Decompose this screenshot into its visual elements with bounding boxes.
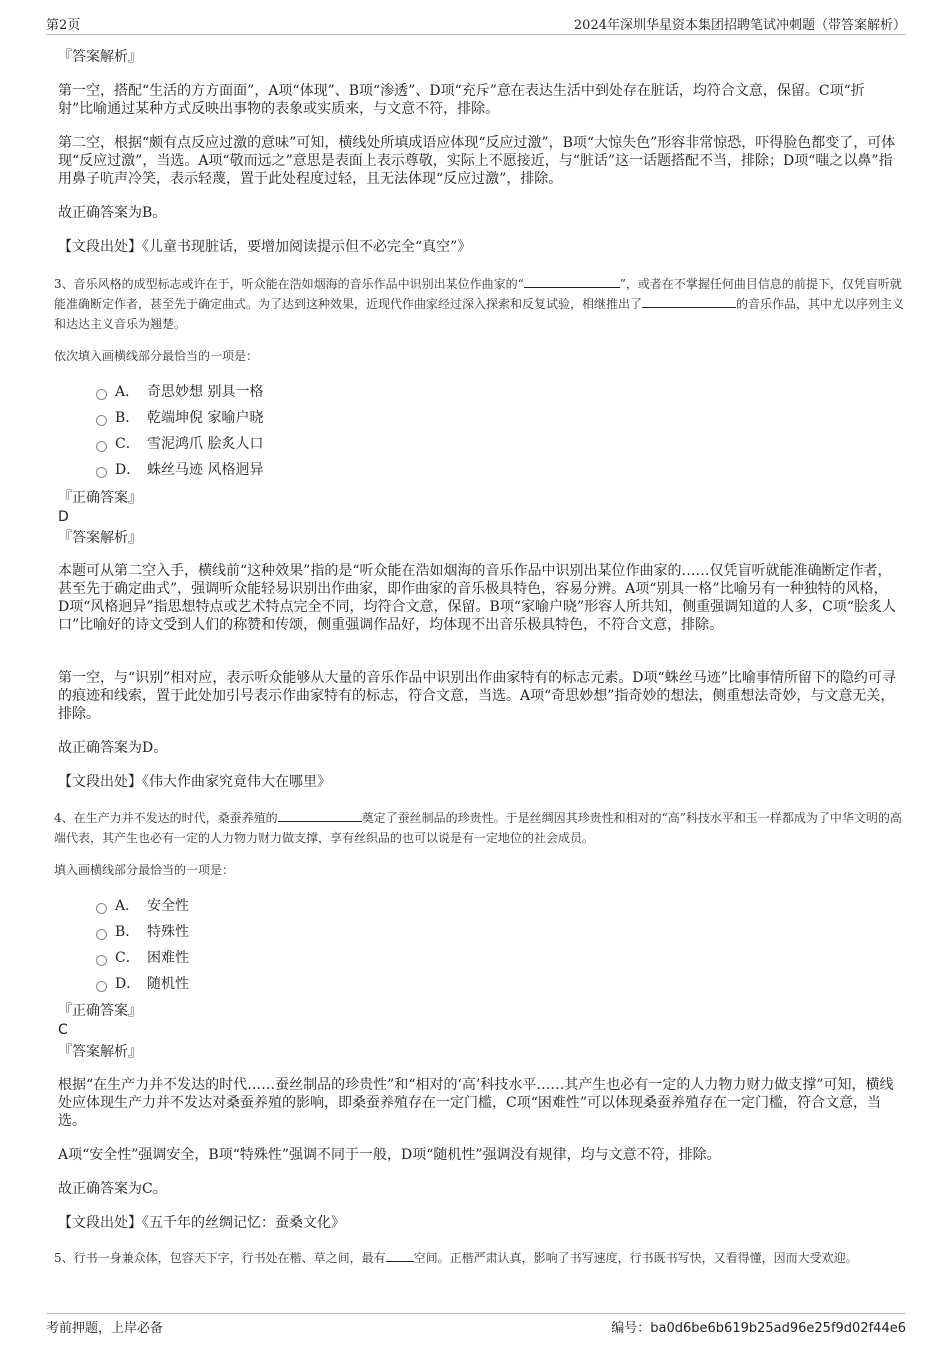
q2-analysis-label: 『答案解析』: [58, 49, 142, 65]
q3-analysis-p1: 本题可从第二空入手，横线前“这种效果”指的是“听众能在浩如烟海的音乐作品中识别出某位作曲家的……仅凭盲听就能准确断定作者，甚至先于确定曲式”，强调听众能轻易识别出作曲家，即作曲家的音乐极具特色，容易分辨。A项“别具一格”比喻另有一种独特的风格，D项“风格迥异”指思想特点或艺术特点完全不同，均符合文意，保留。B项“家喻户晓”形容人所共知，侧重强调知道的人多，C项“脍炙人口”比喻好的诗文受到人们的称赞和传颂，侧重强调作品好，均体现不出音乐极具特色，不符合文意，排除。: [58, 563, 897, 633]
radio-icon[interactable]: [96, 389, 107, 400]
q4-option-a[interactable]: A． 安全性: [96, 896, 189, 916]
q4-answer-label: 『正确答案』: [58, 1003, 142, 1019]
q3-option-a[interactable]: A． 奇思妙想 别具一格: [96, 382, 263, 402]
document-title: 2024年深圳华星资本集团招聘笔试冲刺题（带答案解析）: [573, 18, 906, 33]
q4-prompt: 填入画横线部分最恰当的一项是：: [54, 863, 235, 877]
q2-source: 【文段出处】《儿童书现脏话，要增加阅读提示但不必完全“真空”》: [58, 239, 472, 255]
radio-icon[interactable]: [96, 955, 107, 966]
q4-analysis-p2: A项“安全性”强调安全，B项“特殊性”强调不同于一般，D项“随机性”强调没有规律，均与文意不符，排除。: [58, 1147, 721, 1163]
blank-1: [386, 1249, 414, 1262]
radio-icon[interactable]: [96, 441, 107, 452]
q4-option-c[interactable]: C． 困难性: [96, 948, 189, 968]
q4-analysis-label: 『答案解析』: [58, 1044, 142, 1060]
q4-option-b[interactable]: B． 特殊性: [96, 922, 189, 942]
radio-icon[interactable]: [96, 903, 107, 914]
radio-icon[interactable]: [96, 467, 107, 478]
radio-icon[interactable]: [96, 981, 107, 992]
q4-option-d[interactable]: D． 随机性: [96, 974, 189, 994]
q2-conclusion: 故正确答案为B。: [58, 205, 167, 221]
q3-option-c[interactable]: C． 雪泥鸿爪 脍炙人口: [96, 434, 263, 454]
blank-1: [278, 809, 362, 822]
q4-answer: C: [58, 1022, 68, 1038]
q4-source: 【文段出处】《五千年的丝绸记忆：蚕桑文化》: [58, 1215, 345, 1231]
q2-analysis-p1: 第一空，搭配“生活的方方面面”，A项“体现”、B项“渗透”、D项“充斥”意在表达生活中到处存在脏话，均符合文意，保留。C项“折射”比喻通过某种方式反映出事物的表象或实质来，与文意不符，排除。: [58, 83, 865, 117]
q5-stem: 5、行书一身兼众体，包容天下字，行书处在楷、草之间，最有 空间。正楷严肃认真，影响了书写速度，行书既书写快，又看得懂，因而大受欢迎。: [54, 1251, 858, 1265]
q3-option-b[interactable]: B． 乾端坤倪 家喻户晓: [96, 408, 263, 428]
q4-analysis-p1: 根据“在生产力并不发达的时代……蚕丝制品的珍贵性”和“相对的‘高’科技水平……其产生也必有一定的人力物力财力做支撑”可知，横线处应体现生产力并不发达对桑蚕养殖的影响，即桑蚕养殖存在一定门槛，C项“困难性”可以体现桑蚕养殖存在一定门槛，符合文意，当选。: [58, 1077, 894, 1129]
blank-1: [524, 275, 620, 288]
radio-icon[interactable]: [96, 929, 107, 940]
q3-answer-label: 『正确答案』: [58, 490, 142, 506]
q3-option-d[interactable]: D． 蛛丝马迹 风格迥异: [96, 460, 263, 480]
q4-conclusion: 故正确答案为C。: [58, 1181, 167, 1197]
document-code: 编号：ba0d6be6b619b25ad96e25f9d02f44e6: [611, 1321, 906, 1336]
q3-analysis-label: 『答案解析』: [58, 530, 142, 546]
q3-analysis-p2: 第一空，与“识别”相对应，表示听众能够从大量的音乐作品中识别出作曲家特有的标志元素。D项“蛛丝马迹”比喻事情所留下的隐约可寻的痕迹和线索，置于此处加引号表示作曲家特有的标志，符合文意，当选。A项“奇思妙想”指奇妙的想法，侧重想法奇妙，与文意无关，排除。: [58, 670, 896, 722]
footer-slogan: 考前押题，上岸必备: [46, 1321, 164, 1336]
radio-icon[interactable]: [96, 415, 107, 426]
page-number: 第2页: [46, 18, 81, 33]
page-header: [46, 12, 906, 35]
q3-conclusion: 故正确答案为D。: [58, 740, 168, 756]
q3-source: 【文段出处】《伟大作曲家究竟伟大在哪里》: [58, 774, 331, 790]
q3-answer: D: [58, 509, 69, 525]
blank-2: [642, 295, 736, 308]
page-footer: [46, 1313, 906, 1336]
q3-stem: 3、音乐风格的成型标志或许在于，听众能在浩如烟海的音乐作品中识别出某位作曲家的“ ”，或者在不掌握任何曲目信息的前提下，仅凭盲听就能准确断定作者，甚至先于确定曲式。为了达到这种效果，近现代作曲家经过深入探索和反复试验，相继推出了 的音乐作品，其中尤以序列主义和达达主义音乐为翘楚。: [54, 277, 905, 331]
q3-prompt: 依次填入画横线部分最恰当的一项是：: [54, 349, 259, 363]
q4-stem: 4、在生产力并不发达的时代，桑蚕养殖的 奠定了蚕丝制品的珍贵性。于是丝绸因其珍贵性和相对的“高”科技水平和玉一样都成为了中华文明的高端代表，其产生也必有一定的人力物力财力做支撑，享有丝织品的也可以说是有一定地位的社会成员。: [54, 811, 902, 845]
q2-analysis-p2: 第二空，根据“颇有点反应过激的意味”可知，横线处所填成语应体现“反应过激”，B项“大惊失色”形容非常惊恐，吓得脸色都变了，可体现“反应过激”，当选。A项“敬而远之”意思是表面上表示尊敬，实际上不愿接近，与“脏话”这一话题搭配不当，排除；D项“嗤之以鼻”指用鼻子吭声冷笑，表示轻蔑，置于此处程度过轻，且无法体现“反应过激”，排除。: [58, 135, 896, 187]
